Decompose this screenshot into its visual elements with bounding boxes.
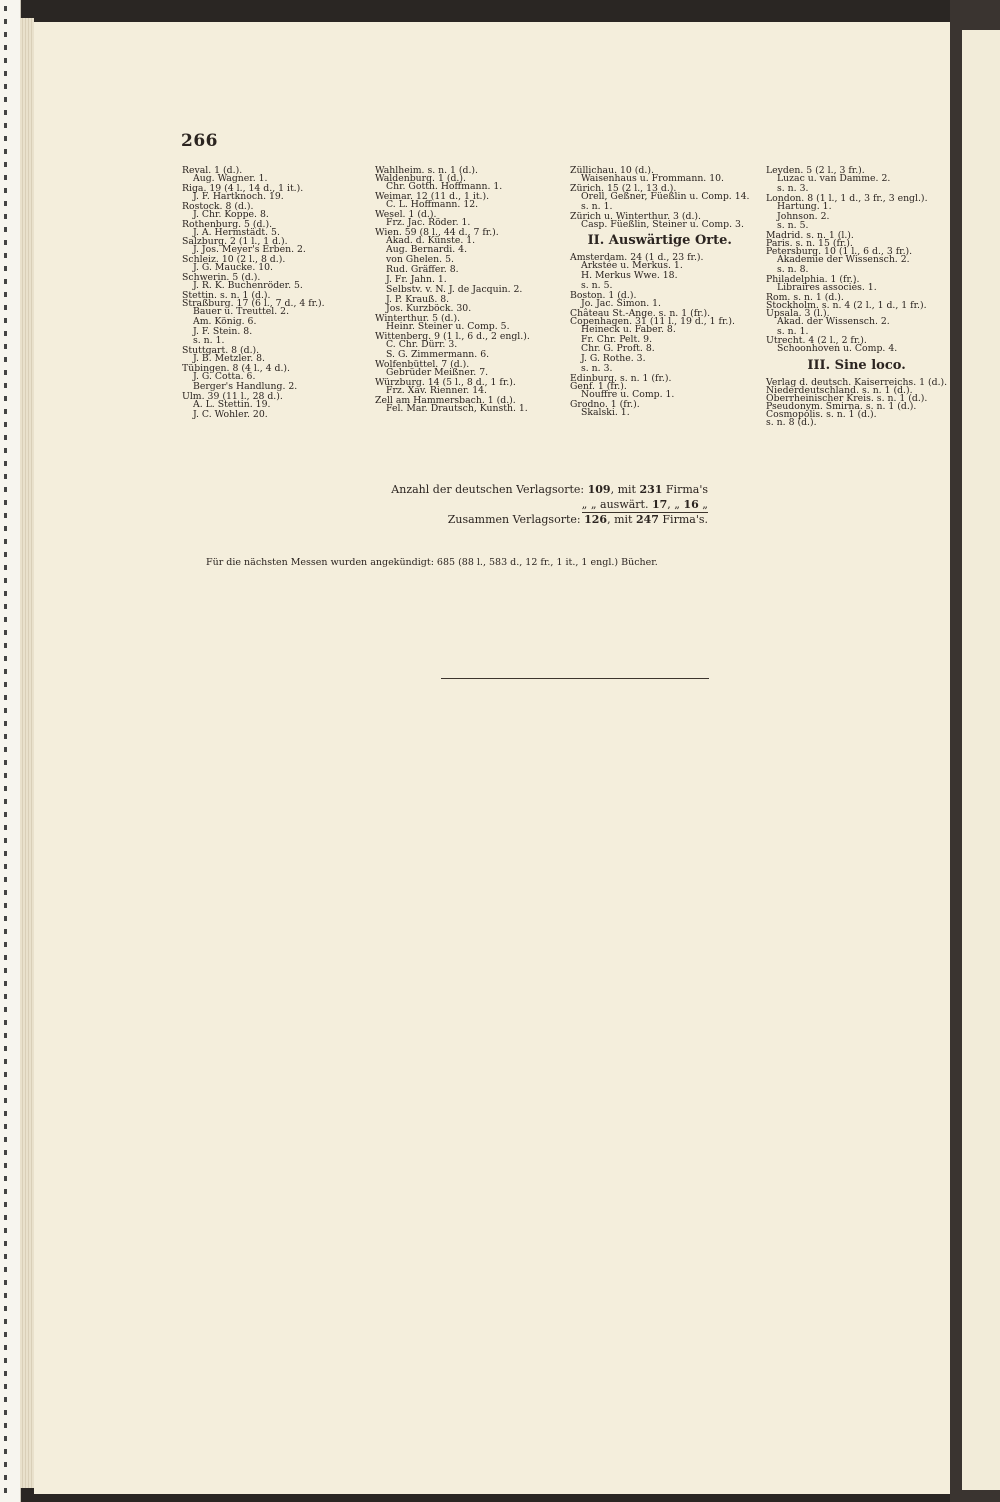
- binding-dash: [4, 32, 7, 37]
- place-entry: Zürich. 15 (2 l., 13 d.).: [570, 182, 677, 194]
- binding-dash: [4, 409, 7, 414]
- binding-dash: [4, 1332, 7, 1337]
- place-entry: Salzburg. 2 (1 l., 1 d.).: [182, 236, 288, 248]
- binding-strip: [0, 0, 21, 1502]
- publisher-entry: J. G. Maucke. 10.: [193, 262, 274, 274]
- binding-dash: [4, 1462, 7, 1467]
- binding-dash: [4, 1436, 7, 1441]
- binding-dash: [4, 344, 7, 349]
- publisher-entry: J. B. Metzler. 8.: [193, 353, 265, 365]
- binding-dash: [4, 266, 7, 271]
- binding-dash: [4, 97, 7, 102]
- summary-value: 109: [587, 483, 611, 496]
- section-heading: III. Sine loco.: [807, 358, 906, 374]
- place-entry: Upsala. 3 (l.).: [766, 307, 830, 319]
- binding-dash: [4, 1306, 7, 1311]
- binding-dash: [4, 708, 7, 713]
- binding-dash: [4, 760, 7, 765]
- publisher-entry: S. G. Zimmermann. 6.: [386, 348, 490, 360]
- publisher-entry: J. Jos. Meyer's Erben. 2.: [193, 244, 306, 256]
- binding-dash: [4, 214, 7, 219]
- publisher-entry: A. L. Stettin. 19.: [193, 398, 271, 410]
- column-4: [766, 165, 948, 429]
- binding-dash: [4, 656, 7, 661]
- binding-dash: [4, 1046, 7, 1051]
- binding-dash: [4, 1384, 7, 1389]
- place-entry: Paris. s. n. 15 (fr.).: [766, 238, 853, 250]
- section-heading: II. Auswärtige Orte.: [587, 233, 732, 249]
- binding-dash: [4, 643, 7, 648]
- place-entry: Genf. 1 (fr.).: [570, 380, 627, 392]
- publisher-entry: Johnson. 2.: [777, 210, 830, 222]
- binding-dash: [4, 6, 7, 11]
- summary-label: Zusammen Verlagsorte:: [447, 513, 581, 526]
- binding-dash: [4, 331, 7, 336]
- binding-dash: [4, 448, 7, 453]
- binding-dash: [4, 500, 7, 505]
- binding-dash: [4, 1189, 7, 1194]
- place-entry: Petersburg. 10 (1 l., 6 d., 3 fr.).: [766, 246, 913, 258]
- publisher-entry: Gebrüder Meißner. 7.: [386, 366, 489, 378]
- column-2: [375, 166, 530, 413]
- binding-dash: [4, 292, 7, 297]
- binding-dash: [4, 929, 7, 934]
- publisher-entry: Jo. Jac. Simon. 1.: [581, 297, 661, 309]
- summary-unit: Firma's.: [662, 513, 708, 526]
- publisher-entry: Heinr. Steiner u. Comp. 5.: [386, 321, 510, 333]
- publisher-entry: C. Chr. Dürr. 3.: [386, 339, 458, 351]
- binding-dash: [4, 253, 7, 258]
- binding-dash: [4, 513, 7, 518]
- publisher-entry: J. Chr. Koppe. 8.: [193, 208, 269, 220]
- summary-sep: , mit: [610, 483, 636, 496]
- binding-dash: [4, 175, 7, 180]
- binding-dash: [4, 1111, 7, 1116]
- place-entry: Utrecht. 4 (2 l., 2 fr.).: [766, 335, 867, 347]
- column-1: [182, 166, 325, 420]
- place-entry: Madrid. s. n. 1 (l.).: [766, 230, 854, 242]
- publisher-entry: s. n. 3.: [777, 182, 809, 194]
- binding-dash: [4, 422, 7, 427]
- binding-dash: [4, 305, 7, 310]
- place-entry: Leyden. 5 (2 l., 3 fr.).: [766, 165, 865, 176]
- place-entry: Wahlheim. s. n. 1 (d.).: [375, 165, 479, 176]
- publisher-entry: Waisenhaus u. Frommann. 10.: [581, 173, 725, 184]
- place-entry: London. 8 (1 l., 1 d., 3 fr., 3 engl.).: [766, 192, 928, 204]
- place-entry: Schwerin. 5 (d.).: [182, 272, 261, 284]
- binding-dash: [4, 227, 7, 232]
- binding-dash: [4, 682, 7, 687]
- publisher-entry: s. n. 1.: [193, 335, 225, 347]
- place-entry: Rostock. 8 (d.).: [182, 200, 254, 212]
- page-number: 266: [181, 131, 218, 151]
- binding-dash: [4, 877, 7, 882]
- publisher-entry: Akademie der Wissensch. 2.: [777, 254, 910, 266]
- place-entry: Grodno. 1 (fr.).: [570, 398, 640, 410]
- binding-dash: [4, 981, 7, 986]
- binding-dash: [4, 1410, 7, 1415]
- binding-dash: [4, 1215, 7, 1220]
- binding-dash: [4, 45, 7, 50]
- binding-dash: [4, 552, 7, 557]
- place-entry: Oberrheinischer Kreis. s. n. 1 (d.).: [766, 393, 928, 405]
- publisher-entry: s. n. 1.: [581, 200, 613, 212]
- summary-unit: „: [702, 497, 708, 511]
- binding-dash: [4, 71, 7, 76]
- binding-dash: [4, 604, 7, 609]
- publisher-entry: Luzac u. van Damme. 2.: [777, 173, 891, 184]
- place-entry: Waldenburg. 1 (d.).: [375, 173, 466, 184]
- publisher-entry: J. Fr. Jahn. 1.: [386, 273, 447, 285]
- binding-dash: [4, 461, 7, 466]
- summary-row-foreign: [582, 498, 708, 514]
- publisher-entry: Skalski. 1.: [581, 406, 630, 418]
- binding-dash: [4, 1163, 7, 1168]
- publisher-entry: Am. König. 6.: [193, 315, 257, 327]
- binding-dash: [4, 942, 7, 947]
- binding-dash: [4, 279, 7, 284]
- binding-dash: [4, 1293, 7, 1298]
- binding-dash: [4, 1488, 7, 1493]
- publisher-entry: Casp. Füeßlin, Steiner u. Comp. 3.: [581, 218, 744, 230]
- binding-dash: [4, 1397, 7, 1402]
- binding-dash: [4, 1280, 7, 1285]
- publisher-entry: s. n. 5.: [581, 280, 613, 292]
- binding-dash: [4, 123, 7, 128]
- summary-block: [388, 483, 708, 528]
- place-entry: s. n. 8 (d.).: [766, 417, 817, 429]
- place-entry: Weimar. 12 (11 d., 1 it.).: [375, 190, 490, 202]
- summary-sep: , mit: [607, 513, 633, 526]
- binding-dash: [4, 1267, 7, 1272]
- summary-value: 16: [683, 497, 699, 511]
- column-3: [570, 166, 750, 418]
- binding-dash: [4, 864, 7, 869]
- place-entry: Ulm. 39 (11 l., 28 d.).: [182, 390, 283, 402]
- place-entry: Copenhagen. 31 (11 l., 19 d., 1 fr.).: [570, 315, 735, 327]
- binding-dash: [4, 149, 7, 154]
- binding-dash: [4, 1371, 7, 1376]
- publisher-entry: Aug. Wagner. 1.: [193, 173, 268, 184]
- binding-dash: [4, 370, 7, 375]
- binding-dash: [4, 201, 7, 206]
- publisher-entry: J. G. Cotta. 6.: [193, 371, 256, 383]
- binding-dash: [4, 799, 7, 804]
- publisher-entry: Arkstée u. Merkus. 1.: [581, 260, 683, 272]
- binding-dash: [4, 58, 7, 63]
- binding-dash: [4, 383, 7, 388]
- binding-dash: [4, 591, 7, 596]
- binding-dash: [4, 851, 7, 856]
- binding-dash: [4, 1319, 7, 1324]
- binding-dash: [4, 1059, 7, 1064]
- place-entry: Stuttgart. 8 (d.).: [182, 345, 260, 357]
- publisher-entry: Nouffre u. Comp. 1.: [581, 388, 675, 400]
- binding-dash: [4, 1098, 7, 1103]
- summary-value: 247: [635, 513, 659, 526]
- binding-dash: [4, 630, 7, 635]
- binding-dash: [4, 968, 7, 973]
- binding-dash: [4, 1150, 7, 1155]
- binding-dash: [4, 1358, 7, 1363]
- binding-dash: [4, 773, 7, 778]
- binding-dash: [4, 578, 7, 583]
- horizontal-rule: [441, 678, 709, 679]
- place-entry: Château St.-Ange. s. n. 1 (fr.).: [570, 307, 711, 319]
- binding-dash: [4, 1254, 7, 1259]
- binding-dash: [4, 1020, 7, 1025]
- summary-value: 126: [584, 513, 608, 526]
- publisher-entry: Fr. Chr. Pelt. 9.: [581, 333, 653, 345]
- publisher-entry: Rud. Gräffer. 8.: [386, 264, 459, 276]
- publisher-entry: Akad. d. Künste. 1.: [386, 234, 476, 246]
- binding-dash: [4, 565, 7, 570]
- binding-dash: [4, 1033, 7, 1038]
- binding-dash: [4, 474, 7, 479]
- binding-dash: [4, 890, 7, 895]
- publisher-entry: Orell, Geßner, Füeßlin u. Comp. 14.: [581, 190, 750, 202]
- place-entry: Boston. 1 (d.).: [570, 289, 637, 301]
- binding-dash: [4, 786, 7, 791]
- publisher-entry: Bauer u. Treuttel. 2.: [193, 305, 290, 317]
- binding-dash: [4, 110, 7, 115]
- binding-dash: [4, 526, 7, 531]
- place-entry: Zell am Hammersbach. 1 (d.).: [375, 394, 516, 406]
- publisher-entry: J. F. Hartknoch. 19.: [193, 190, 284, 202]
- publisher-entry: J. F. Stein. 8.: [193, 325, 253, 337]
- place-entry: Edinburg. s. n. 1 (fr.).: [570, 372, 672, 384]
- binding-dash: [4, 396, 7, 401]
- publisher-entry: Schoonhoven u. Comp. 4.: [777, 343, 898, 355]
- publisher-entry: Chr. G. Proft. 8.: [581, 343, 655, 355]
- place-entry: Riga. 19 (4 l., 14 d., 1 it.).: [182, 182, 304, 194]
- binding-dash: [4, 994, 7, 999]
- place-entry: Philadelphia. 1 (fr.).: [766, 273, 860, 285]
- summary-value: 17: [651, 497, 668, 511]
- binding-dash: [4, 1176, 7, 1181]
- binding-dash: [4, 1137, 7, 1142]
- publisher-entry: s. n. 5.: [777, 220, 809, 232]
- summary-unit: Firma's: [665, 483, 708, 496]
- binding-dash: [4, 357, 7, 362]
- publisher-entry: Chr. Gotth. Hoffmann. 1.: [386, 181, 503, 192]
- place-entry: Amsterdam. 24 (1 d., 23 fr.).: [570, 252, 704, 264]
- publisher-entry: s. n. 8.: [777, 264, 809, 276]
- publisher-entry: H. Merkus Wwe. 18.: [581, 270, 678, 282]
- binding-dash: [4, 1202, 7, 1207]
- binding-dash: [4, 1423, 7, 1428]
- publisher-entry: Fel. Mar. Drautsch, Kunsth. 1.: [386, 402, 528, 414]
- binding-dash: [4, 435, 7, 440]
- publisher-entry: Frz. Xav. Rienner. 14.: [386, 384, 487, 396]
- publisher-entry: von Ghelen. 5.: [386, 254, 454, 266]
- publisher-entry: Selbstv. v. N. J. de Jacquin. 2.: [386, 283, 523, 295]
- place-entry: Züllichau. 10 (d.).: [570, 165, 654, 176]
- binding-dash: [4, 903, 7, 908]
- place-entry: Stockholm. s. n. 4 (2 l., 1 d., 1 fr.).: [766, 299, 927, 311]
- binding-dash: [4, 188, 7, 193]
- publisher-entry: Frz. Jac. Röder. 1.: [386, 216, 471, 228]
- announcement-line: Für die nächsten Messen wurden angekündigt: 685 (88 l., 583 d., 12 fr., 1 it., 1 engl.) Bücher.: [206, 557, 658, 568]
- place-entry: Rothenburg. 5 (d.).: [182, 218, 273, 230]
- binding-dash: [4, 487, 7, 492]
- place-entry: Pseudonym. Smirna. s. n. 1 (d.).: [766, 401, 917, 413]
- place-entry: Schleiz. 10 (2 l., 8 d.).: [182, 254, 286, 266]
- summary-row-german: [388, 483, 708, 498]
- binding-dash: [4, 1475, 7, 1480]
- publisher-entry: J. R. K. Buchenröder. 5.: [193, 280, 303, 292]
- publisher-entry: Berger's Handlung. 2.: [193, 380, 298, 392]
- binding-dash: [4, 838, 7, 843]
- summary-row-total: [388, 513, 708, 528]
- binding-dash: [4, 1345, 7, 1350]
- place-entry: Rom. s. n. 1 (d.).: [766, 291, 844, 303]
- place-entry: Niederdeutschland. s. n. 1 (d.).: [766, 385, 913, 397]
- binding-dash: [4, 1007, 7, 1012]
- place-entry: Straßburg. 17 (6 l., 7 d., 4 fr.).: [182, 297, 325, 309]
- publisher-entry: Jos. Kurzböck. 30.: [386, 303, 472, 315]
- summary-sep: , „: [667, 497, 680, 511]
- binding-dash: [4, 916, 7, 921]
- place-entry: Winterthur. 5 (d.).: [375, 313, 461, 325]
- place-entry: Verlag d. deutsch. Kaiserreichs. 1 (d.).: [766, 377, 948, 389]
- binding-dash: [4, 136, 7, 141]
- summary-label: Anzahl der deutschen Verlagsorte:: [391, 483, 585, 496]
- binding-dash: [4, 721, 7, 726]
- place-entry: Wittenberg. 9 (1 l., 6 d., 2 engl.).: [375, 331, 530, 343]
- publisher-entry: J. G. Rothe. 3.: [581, 353, 646, 365]
- publisher-entry: s. n. 3.: [581, 363, 613, 375]
- publisher-entry: Akad. der Wissensch. 2.: [777, 315, 890, 327]
- place-entry: Reval. 1 (d.).: [182, 165, 243, 176]
- publisher-entry: J. C. Wohler. 20.: [193, 408, 268, 420]
- place-entry: Stettin. s. n. 1 (d.).: [182, 289, 271, 301]
- page-edge: [20, 18, 34, 1488]
- binding-dash: [4, 1449, 7, 1454]
- publisher-entry: J. P. Krauß. 8.: [386, 293, 450, 305]
- binding-dash: [4, 1124, 7, 1129]
- binding-dash: [4, 84, 7, 89]
- place-entry: Wesel. 1 (d.).: [375, 208, 437, 220]
- binding-dash: [4, 162, 7, 167]
- binding-dash: [4, 825, 7, 830]
- place-entry: Tübingen. 8 (4 l., 4 d.).: [182, 363, 291, 375]
- binding-dash: [4, 1228, 7, 1233]
- summary-label: „ „ auswärt.: [581, 497, 649, 511]
- binding-dash: [4, 617, 7, 622]
- binding-dash: [4, 1072, 7, 1077]
- place-entry: Würzburg. 14 (5 l., 8 d., 1 fr.).: [375, 376, 516, 388]
- publisher-entry: J. A. Hermstädt. 5.: [193, 226, 280, 238]
- publisher-entry: Libraires associés. 1.: [777, 281, 877, 293]
- summary-value: 231: [639, 483, 663, 496]
- binding-dash: [4, 19, 7, 24]
- binding-dash: [4, 734, 7, 739]
- binding-dash: [4, 955, 7, 960]
- place-entry: Cosmopolis. s. n. 1 (d.).: [766, 409, 877, 421]
- place-entry: Zürich u. Winterthur. 3 (d.).: [570, 210, 701, 222]
- binding-dash: [4, 747, 7, 752]
- binding-dash: [4, 1241, 7, 1246]
- publisher-entry: C. L. Hoffmann. 12.: [386, 198, 479, 210]
- binding-dash: [4, 812, 7, 817]
- publisher-entry: Heineck u. Faber. 8.: [581, 323, 676, 335]
- binding-dash: [4, 539, 7, 544]
- publisher-entry: Hartung. 1.: [777, 200, 832, 212]
- next-page-edge: [962, 30, 1000, 1490]
- publisher-entry: s. n. 1.: [777, 325, 809, 337]
- binding-dash: [4, 669, 7, 674]
- publisher-entry: Aug. Bernardi. 4.: [386, 244, 468, 256]
- binding-dash: [4, 240, 7, 245]
- place-entry: Wolfenbüttel. 7 (d.).: [375, 358, 470, 370]
- place-entry: Wien. 59 (8 l., 44 d., 7 fr.).: [375, 226, 499, 238]
- binding-dash: [4, 318, 7, 323]
- binding-dash: [4, 1085, 7, 1090]
- binding-dash: [4, 695, 7, 700]
